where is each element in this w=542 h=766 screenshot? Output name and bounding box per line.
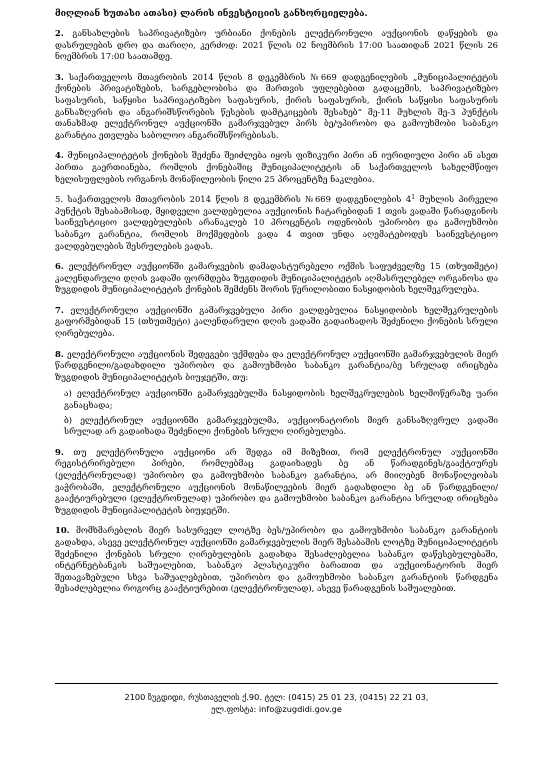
paragraph-2 xyxy=(55,28,498,63)
sub-item-b: ბ) ელექტრონულ აუქციონში გამარჯვებულმა, აუქციონატორის მიერ განსაზღვრულ ვადაში სრულად არ გადაიხადა შეძენილი ქონების სრული ღირებულება. xyxy=(64,414,498,437)
paragraph-text: საქართველოს მთავრობის 2014 წლის 8 დეკემბრის №669 დადგენილების „მუნიციპალიტეტის ქონების პრივატიზების, სარგებლობისა და მართვის უფლებებით გადაცემის, საპრივატიზებო საფასურის, საწყისი საპრივატიზებო საფასურის, ქირის საფასურის, ქირის საწყისი საფასურის განსაზღვრის და ანგარიშსწორების წესების დამტკიცების შესახებ“ მე-11 მუხლის მე-3 პუნქტის თანახმად ელექტრონულ აუქციონში გამარჯვებულ პირს ბე/უპირობო და გამოუხმობი საბანკო გარანტია ეთვლება საბოლოო ანგარიშსწორებისას. xyxy=(55,71,498,140)
paragraph-text: თუ ელექტრონული აუქციონი არ შედგა იმ მიზეზით, რომ ელექტრონულ აუქციონში რეგისტრირებული პირები, რომლებმაც გადაიხადეს ბე ან წარადგინეს/გააქტიურეს (ელექტრონულად) უპირობო და გამოუხმობი საბანკო გარანტია, არ მიიღებენ მონაწილეობას ვაჭრობაში, ელექტრონული აუქციონის მონაწილეების მიერ გადახდილი ბე ან წარდგენილი/გააქტიურებული (ელექტრონულად) უპირობო და გამოუხმობი საბანკო გარანტია სრულად ირიცხება ზუგდიდის მუნიციპალიტეტის ბიუჯეტში. xyxy=(55,446,498,515)
footer-address: 2100 ზუგდიდი, რუსთაველის ქ.90. ტელ: (0415) 25 01 23, (0415) 22 21 03, xyxy=(124,692,429,702)
paragraph-number: 7. xyxy=(55,304,64,315)
paragraph-8 xyxy=(55,349,498,384)
paragraph-text-part-a: საქართველოს მთავრობის 2014 წლის 8 დეკემბრის №669 დადგენილების 4 xyxy=(67,194,412,205)
sub-item-a: ა) ელექტრონულ აუქციონში გამარჯვებულმა ნასყიდობის ხელშეკრულების ხელმოწერაზე უარი განაცხადა; xyxy=(64,388,498,411)
paragraph-number: 10. xyxy=(55,525,70,536)
paragraph-9 xyxy=(55,447,498,517)
paragraph-text: მომხმარებლის მიერ სასურველ ლოტზე ბეს/უპირობო და გამოუხმობი საბანკო გარანტიის გადახდა, ასევე ელექტრონულ აუქციონში გამარჯვებულის მიერ შესაბამის ლოტზე მუნიციპალიტეტის შეძენილი ქონების სრული ღირებულების გადახდა შესაძლებელია საბანკო დაწესებულებაში, ინტერნეტბანკის საშუალებით, საბანკო პლასტიკური ბარათით და აუქციონატორის მიერ შეთავაზებული სხვა საშუალებებით, უპირობო და გამოუხმობი საბანკო გარანტიის წარდგენა შესაძლებელია როგორც გააქტიურებით (ელექტრონულად), ასევე წარადგენის საშუალებით. xyxy=(55,525,498,594)
paragraph-number: 5. xyxy=(55,194,63,205)
paragraph-5 xyxy=(55,194,498,252)
page-footer xyxy=(55,683,498,715)
paragraph-number: 3. xyxy=(55,71,64,82)
paragraph-4 xyxy=(55,150,498,185)
paragraph-3 xyxy=(55,72,498,142)
footer-email: ელ.ფოსტა: info@zugdidi.gov.ge xyxy=(211,704,342,714)
paragraph-number: 2. xyxy=(55,28,64,38)
paragraph-7 xyxy=(55,305,498,340)
paragraph-text: მუნიციპალიტეტის ქონების შეძენა შეიძლება იყოს ფიზიკური პირი ან იურიდიული პირი ან ასეთ პირთა გაერთიანება, რომლის ქონებაშიც მუნიციპალიტეტის ან საქართველოს სახელმწიფო ხელისუფლების ორგანოს მონაწილეობის წილი 25 პროცენტზე ნაკლებია. xyxy=(55,150,498,184)
paragraph-text-part-b: მუხლის პირველი პუნქტის შესაბამისად, მყიდველი ვალდებულია აუქციონის ჩატარებიდან 1 თვის ვადაში წარადგინოს საინვესტიციო ვალდებულების არანაკლებ 10 პროცენტის ოდენობის უპირობო და გამოუხმობი საბანკო გარანტია, რომლის მოქმედების ვადა 4 თვით უნდა აღემატებოდეს საინვესტიციო ვალდებულების შესრულების ვადას. xyxy=(55,194,498,251)
paragraph-number: 6. xyxy=(55,261,64,272)
document-heading: მიღლიან ხუთასი ათასი) ლარის ინვესტიციის განხორციელება. xyxy=(55,9,368,19)
paragraph-number: 8. xyxy=(55,348,64,359)
paragraph-number: 4. xyxy=(55,150,64,161)
paragraph-6 xyxy=(55,261,498,296)
paragraph-text: ელექტრონული აუქციონში გამარჯვებული პირი ვალდებულია ნასყიდობის ხელშეკრულების გაფორმებიდან 15 (თხუთმეტი) კალენდარული დღის ვადაში გადაიხადოს შეძენილი ქონების სრული ღირებულება. xyxy=(55,304,498,339)
paragraph-text: განსახლების საპრივატიზებო ურბიანი ქონების ელექტრონული აუქციონის დაწყების და დასრულების დრო და თარიღი, კერძოდ: 2021 წლის 02 ნოემბრის 17:00 საათიდან 2021 წლის 26 ნოემბრის 17:00 საათამდე. xyxy=(55,28,498,62)
paragraph-text: ელექტრონულ აუქციონში გამარჯვების დამადასტურებელი ოქმის საფუძველზე 15 (თხუთმეტი) კალენდარული დღის ვადაში ფორმდება ზუგდიდის მუნიციპალიტეტის აღმასრულებელ ორგანოსა და ზუგდიდის მუნიციპალიტეტის ქონების შემძენს შორის წერილობითი ნასყიდობის ხელშეკრულება. xyxy=(55,261,498,295)
paragraph-text: ელექტრონული აუქციონის შედეგები უქმდება და ელექტრონულ აუქციონში გამარჯვებულის მიერ წარდგენილი/გადახდილი უპირობო და გამოუხმობი საბანკო გარანტია/ბე სრულად ირიცხება ზუგდიდის მუნიციპალიტეტის ბიუჯეტში, თუ: xyxy=(55,348,498,382)
paragraph-number: 9. xyxy=(55,446,64,457)
paragraph-10 xyxy=(55,525,498,595)
article-superscript: 1 xyxy=(411,194,416,202)
